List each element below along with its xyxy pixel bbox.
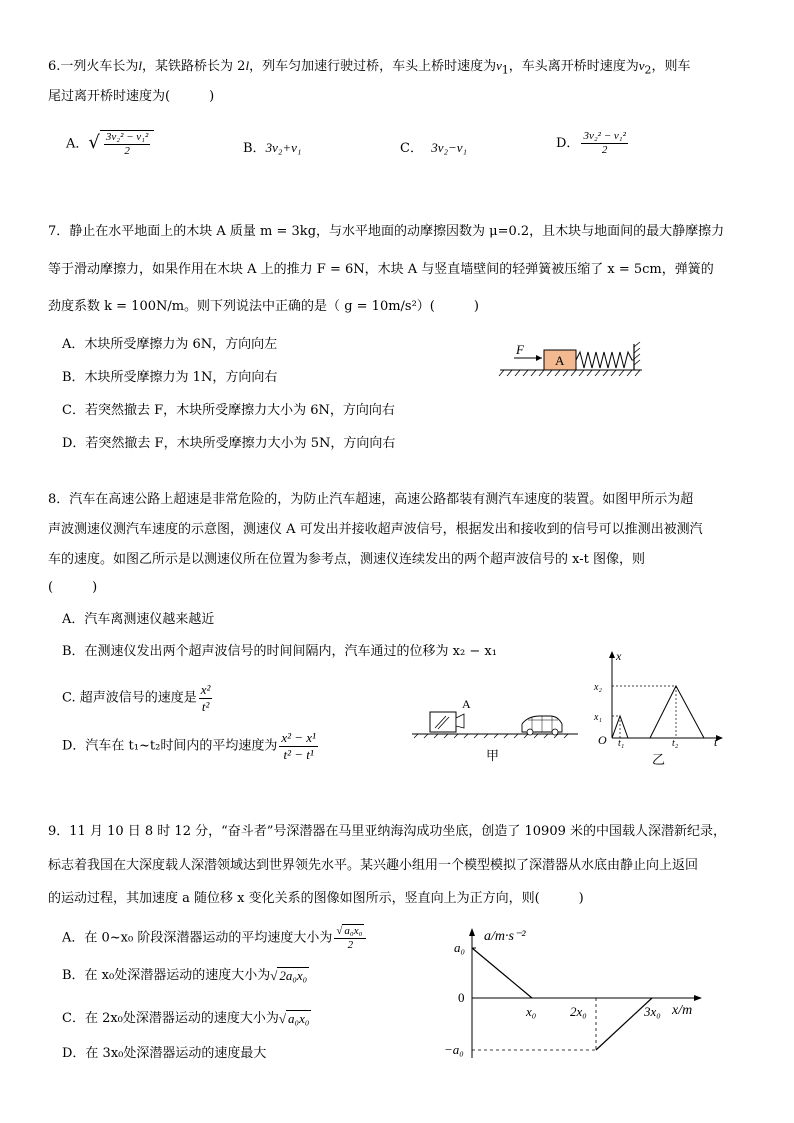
svg-text:A: A xyxy=(555,353,565,368)
q9-option-c: C．在 2x₀处深潜器运动的速度大小为√ a₀x₀ xyxy=(62,1010,310,1026)
svg-text:A: A xyxy=(462,698,471,711)
svg-text:−a₀: −a₀ xyxy=(444,1042,464,1057)
q9-segment-1 xyxy=(472,948,532,998)
q7-option-d: D．若突然撤去 F，木块所受摩擦力大小为 5N，方向向右 xyxy=(62,436,396,451)
svg-text:O: O xyxy=(598,733,607,747)
svg-text:3x₀: 3x₀ xyxy=(644,1004,661,1019)
svg-text:x₁: x₁ xyxy=(594,712,602,723)
q8-option-c: C. 超声波信号的速度是 $\frac{\text{x²}}{\text{t²}}$ xyxy=(62,682,211,714)
svg-text:a/m·s⁻²: a/m·s⁻² xyxy=(484,929,526,944)
q7-stem-line2: 等于滑动摩擦力，如果作用在木块 A 上的推力 F = 6N，木块 A 与竖直墙壁间的轻弹簧被压缩了 x = 5cm，弹簧的 xyxy=(48,262,714,277)
q9-stem-line2: 标志着我国在大深度载人深潜领域达到世界领先水平。某兴趣小组用一个模型模拟了深潜器从水底由静止向上返回 xyxy=(48,858,699,873)
q9-option-b: B．在 x₀处深潜器运动的速度大小为√ 2a₀x₀ xyxy=(62,967,308,983)
svg-text:t₂: t₂ xyxy=(672,738,679,749)
q8-figure-yi xyxy=(592,648,728,770)
q8-car xyxy=(522,716,562,735)
q6-option-d: D． $\frac{\text{3v₂² − v₁²}}{2}$ xyxy=(556,130,626,157)
q9-segment-2 xyxy=(596,998,652,1050)
svg-text:乙: 乙 xyxy=(652,752,666,767)
q8-option-a: A．汽车离测速仪越来越近 xyxy=(62,612,215,627)
q7-stem-line3: 劲度系数 k = 100N/m。则下列说法中正确的是（ g = 10m/s²）( ) xyxy=(48,299,479,314)
q9-option-a: A．在 0~x₀ 阶段深潜器运动的平均速度大小为 $\frac{\text{√ a₀x₀}}{2}$ xyxy=(62,924,368,952)
q8-stem-line4: ( ) xyxy=(48,580,98,595)
svg-text:2x₀: 2x₀ xyxy=(570,1004,587,1019)
q6-option-b: B．3v₂+v₁ xyxy=(243,140,302,156)
q8-option-d: D．汽车在 t₁~t₂时间内的平均速度为 $\frac{\text{x² − x¹}}{\text{t² − t¹}}$ xyxy=(62,730,316,762)
svg-text:F: F xyxy=(516,342,524,357)
q7-block-spring-figure xyxy=(496,338,646,380)
q9-a-x-graph xyxy=(440,924,710,1064)
q8-stem-line2: 声波测速仪测汽车速度的示意图，测速仪 A 可发出并接收超声波信号，根据发出和接收到的信号可以推测出被测汽 xyxy=(48,522,703,537)
q7-option-c: C．若突然撤去 F，木块所受摩擦力大小为 6N，方向向右 xyxy=(62,403,395,418)
q8-signal-1 xyxy=(612,716,628,738)
q8-speed-meter xyxy=(430,712,456,732)
svg-text:0: 0 xyxy=(458,990,465,1005)
q6-option-c: C． 3v₂−v₁ xyxy=(400,140,468,156)
svg-text:甲: 甲 xyxy=(486,748,500,763)
q7-option-b: B．木块所受摩擦力为 1N，方向向右 xyxy=(62,370,278,385)
q8-option-b: B．在测速仪发出两个超声波信号的时间间隔内，汽车通过的位移为 x₂ − x₁ xyxy=(62,644,497,659)
svg-text:t₁: t₁ xyxy=(618,738,625,749)
q7-spring xyxy=(576,352,634,368)
q8-figure-jia xyxy=(410,698,580,766)
q8-signal-2 xyxy=(650,686,704,738)
svg-text:x/m: x/m xyxy=(672,1003,693,1018)
q9-option-d: D．在 3x₀处深潜器运动的速度最大 xyxy=(62,1046,267,1061)
q7-option-a: A．木块所受摩擦力为 6N，方向向左 xyxy=(62,337,278,352)
q8-stem-line1: 8．汽车在高速公路上超速是非常危险的，为防止汽车超速，高速公路都装有测汽车速度的装置。如图甲所示为超 xyxy=(48,492,694,507)
q7-stem-line1: 7．静止在水平地面上的木块 A 质量 m = 3kg，与水平地面的动摩擦因数为 μ=0.2，且木块与地面间的最大静摩擦力 xyxy=(48,224,725,239)
svg-text:x: x xyxy=(616,649,622,663)
q9-stem-line3: 的运动过程，其加速度 a 随位移 x 变化关系的图像如图所示，竖直向上为正方向，则( ) xyxy=(48,891,584,906)
svg-text:t: t xyxy=(714,735,718,749)
q6-stem-line2: 尾过离开桥时速度为( ) xyxy=(48,89,215,104)
q6-stem-line1: 6.一列火车长为l，某铁路桥长为 2l，列车匀加速行驶过桥，车头上桥时速度为$v_1$，车头离开桥时速度为$v_2$，则车 xyxy=(48,58,691,77)
svg-text:x₀: x₀ xyxy=(526,1004,537,1019)
svg-text:a₀: a₀ xyxy=(454,940,466,955)
q9-stem-line1: 9．11 月 10 日 8 时 12 分，“奋斗者”号深潜器在马里亚纳海沟成功坐底，创造了 10909 米的中国载人深潜新纪录， xyxy=(48,824,727,839)
q8-stem-line3: 车的速度。如图乙所示是以测速仪所在位置为参考点，测速仪连续发出的两个超声波信号的 x-t 图像，则 xyxy=(48,552,645,567)
svg-text:x₂: x₂ xyxy=(594,682,602,693)
q6-option-a: A．√ $\frac{\text{3v₂² − v₁²}}{2}$ xyxy=(66,130,154,158)
